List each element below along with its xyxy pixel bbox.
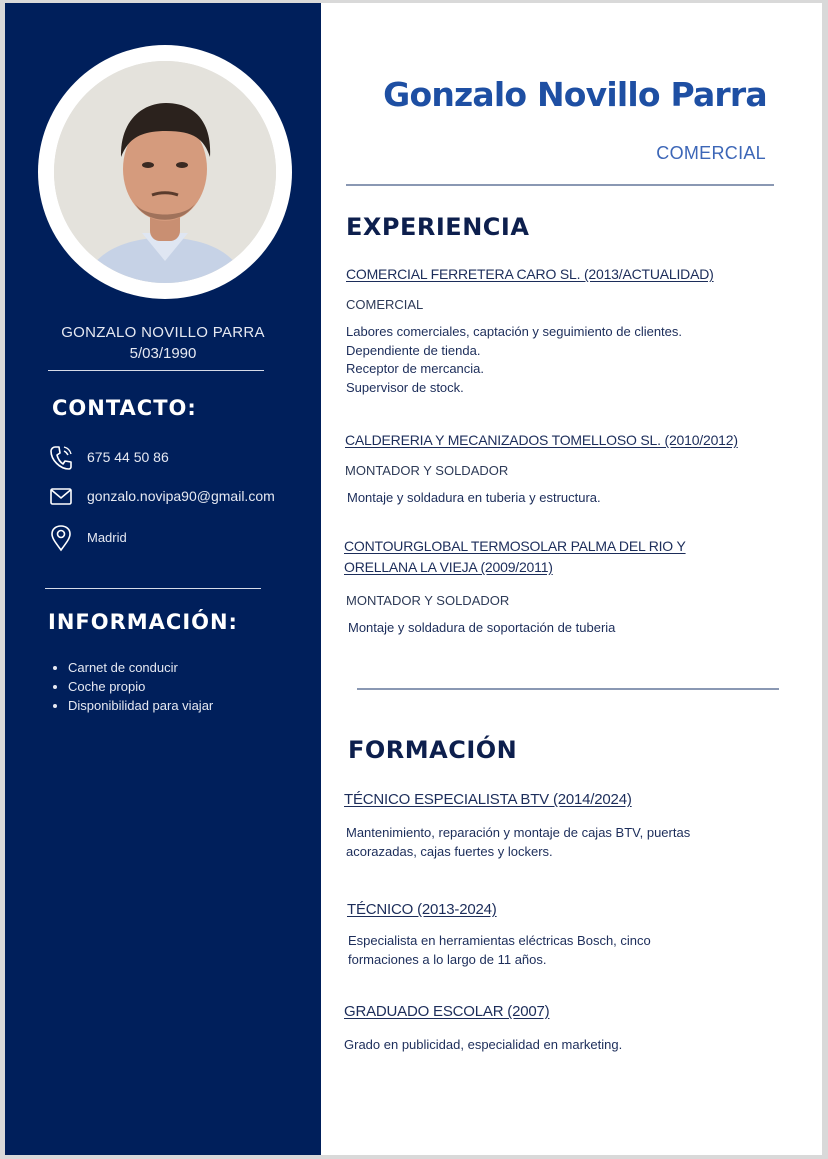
job-title: COMERCIAL [656, 143, 766, 163]
education-entry-title: TÉCNICO ESPECIALISTA BTV (2014/2024) [344, 791, 632, 808]
mail-icon [49, 484, 73, 510]
list-item: • Disponibilidad para viajar [68, 696, 213, 715]
sidebar-divider [48, 370, 264, 371]
education-entry-title: GRADUADO ESCOLAR (2007) [344, 1003, 550, 1020]
email-address[interactable]: gonzalo.novipa90@gmail.com [87, 488, 275, 504]
sidebar-divider [45, 588, 261, 589]
experience-heading: EXPERIENCIA [346, 213, 530, 241]
contact-location [49, 524, 309, 552]
experience-entry-title: CALDERERIA Y MECANIZADOS TOMELLOSO SL. (2010/2012) [345, 432, 738, 448]
experience-entry-description: Montaje y soldadura en tuberia y estructura. [347, 490, 601, 505]
sidebar-birthdate: 5/03/1990 [129, 345, 197, 362]
sidebar [5, 3, 321, 1155]
phone-icon [49, 445, 73, 471]
profile-photo [54, 61, 276, 283]
contact-email [49, 484, 309, 512]
location-pin-icon [49, 524, 73, 552]
education-entry-description: Grado en publicidad, especialidad en marketing. [344, 1037, 623, 1052]
experience-entry-title: CONTOURGLOBAL TERMOSOLAR PALMA DEL RIO Y ORELLANA LA VIEJA (2009/2011) [344, 538, 686, 575]
section-divider [357, 688, 779, 690]
experience-entry-role: COMERCIAL [346, 297, 424, 312]
contact-phone [49, 445, 309, 473]
phone-number[interactable]: 675 44 50 86 [87, 449, 169, 465]
header-divider [346, 184, 774, 186]
education-entry-description: Especialista en herramientas eléctricas Bosch, cinco formaciones a lo largo de 11 años. [348, 933, 651, 967]
info-heading: INFORMACIÓN: [48, 610, 238, 634]
resume-page [5, 3, 822, 1155]
education-heading: FORMACIÓN [348, 736, 518, 764]
experience-entry-description: Montaje y soldadura de soportación de tuberia [348, 620, 616, 635]
sidebar-full-name: GONZALO NOVILLO PARRA [61, 324, 265, 341]
contact-heading: CONTACTO: [52, 396, 197, 420]
info-list [53, 658, 213, 715]
page-title: Gonzalo Novillo Parra [383, 75, 767, 114]
experience-entry-description: Labores comerciales, captación y seguimiento de clientes. Dependiente de tienda. Receptor de mercancia. Supervisor de stock. [346, 324, 683, 395]
education-entry-title: TÉCNICO (2013-2024) [347, 901, 497, 918]
experience-entry-title: COMERCIAL FERRETERA CARO SL. (2013/ACTUALIDAD) [346, 266, 714, 282]
profile-photo-frame [38, 45, 292, 299]
portrait-illustration [54, 61, 276, 283]
experience-entry-role: MONTADOR Y SOLDADOR [346, 593, 510, 608]
location-text: Madrid [87, 530, 127, 545]
list-item: • Coche propio [68, 677, 213, 696]
experience-entry-role: MONTADOR Y SOLDADOR [345, 463, 509, 478]
list-item: • Carnet de conducir [68, 658, 213, 677]
education-entry-description: Mantenimiento, reparación y montaje de cajas BTV, puertas acorazadas, cajas fuertes y lockers. [346, 825, 691, 859]
